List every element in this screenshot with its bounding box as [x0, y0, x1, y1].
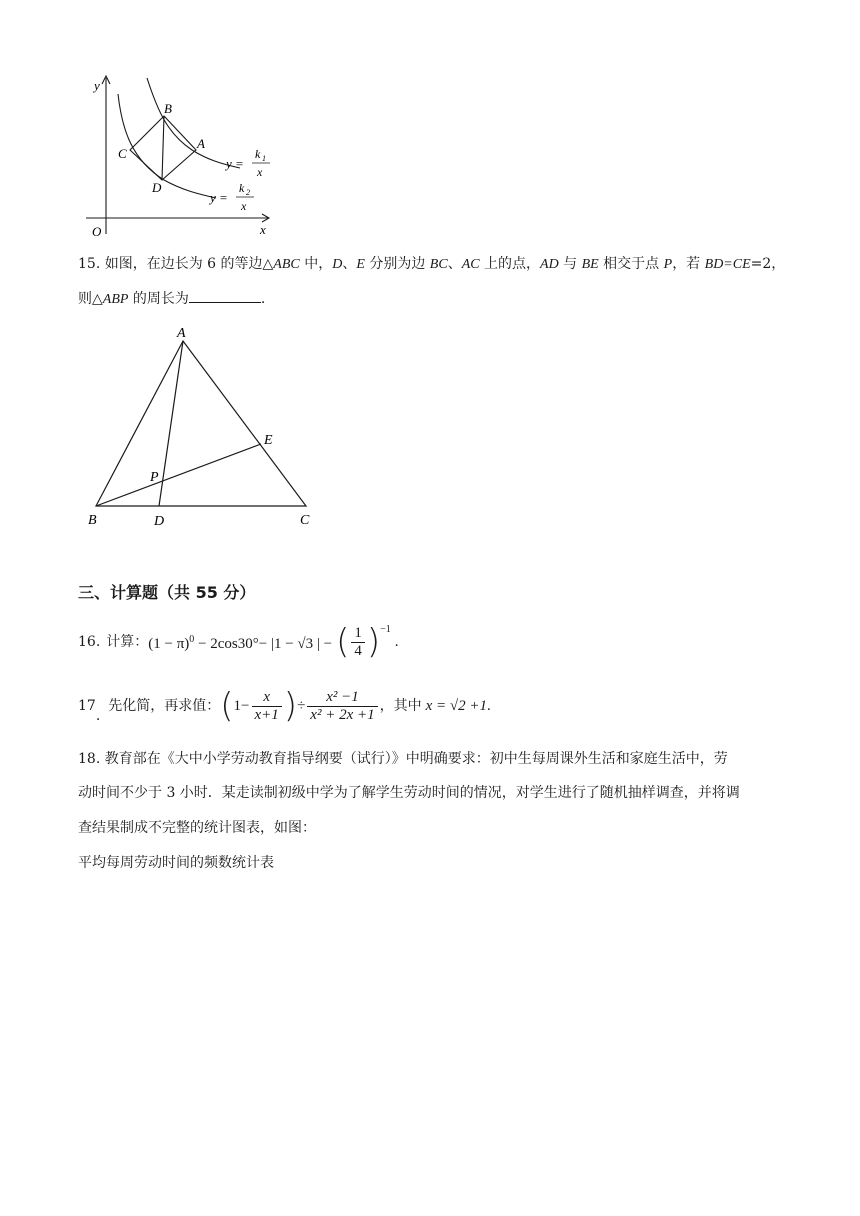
question-number: 17 [78, 698, 96, 714]
curve-k1-sub: 1 [262, 154, 266, 163]
point-d-label: D [152, 180, 162, 195]
curve-k1-k: k [255, 147, 261, 161]
point-c-label: C [300, 513, 310, 528]
question-18-line-3: 查结果制成不完整的统计图表，如图： [78, 820, 316, 836]
question-18-line-1: 18. 教育部在《大中小学劳动教育指导纲要（试行）》中明确要求：初中生每周课外生活和家庭生活中，劳 [78, 751, 728, 767]
fraction-one-quarter: $\frac{1}{4}$ [351, 625, 365, 660]
left-paren: ( [220, 686, 234, 726]
y-axis-label: y [94, 78, 100, 93]
curve-k2-eq: y = [210, 190, 228, 205]
curve-k2-den: x [241, 199, 247, 213]
fraction-x-over-x-plus-1: $\frac{x}{x+1}$ [252, 689, 282, 724]
curve-k1 [147, 78, 240, 168]
triangle-abc [96, 341, 306, 506]
question-16: 16. 计算： $(1 - \pi)^0 - 2\cos 30^\circ- |1 - √3$ | − ( $\frac{1}{4}$ ) −1 . [78, 622, 399, 662]
fraction-x2-minus-1: $\frac{\text{x² −1}}{\text{x² + 2x +1}}$ [307, 689, 377, 724]
point-a-label: A [177, 326, 186, 341]
x-axis-label: x [260, 222, 266, 237]
question-15-line-2: 则△ABP 的周长为 . [78, 287, 265, 310]
question-17: 17 . 先化简，再求值： ( 1− $\frac{x}{x+1}$ ) ÷ $\frac{\text{x² −1}}{\text{x² + 2x +1}}$ ，其中 x = √2 +1 . [78, 686, 491, 726]
figure-14-hyperbola-diagram [80, 72, 280, 240]
expression-part-1: $(1 - \pi)^0 - 2\cos 30^\circ- |1 - √3$ | − [148, 634, 333, 652]
question-number: 15. [78, 256, 101, 272]
question-18-line-2: 动时间不少于 3 小时．某走读制初级中学为了解学生劳动时间的情况，对学生进行了随机抽样调查，并将调 [78, 785, 740, 801]
point-a-label: A [197, 136, 205, 151]
exponent: −1 [380, 624, 391, 635]
segment-be [96, 444, 261, 506]
point-p-label: P [150, 470, 159, 485]
curve-k1-den: x [257, 165, 263, 179]
curve-k2-k: k [239, 181, 245, 195]
question-18-table-caption: 平均每周劳动时间的频数统计表 [78, 855, 274, 871]
right-paren: ) [366, 622, 381, 662]
left-paren: ( [336, 622, 350, 662]
point-b-label: B [88, 513, 97, 528]
question-number: 18. [78, 751, 101, 767]
question-number: 16. [78, 634, 101, 650]
answer-blank[interactable] [189, 287, 261, 303]
point-d-label: D [154, 514, 165, 529]
point-b-label: B [164, 101, 172, 116]
point-e-label: E [264, 433, 273, 448]
curve-k2-sub: 2 [246, 188, 250, 197]
curve-k1-eq: y = [226, 156, 244, 171]
point-c-label: C [118, 146, 127, 161]
diagonal-bd [162, 116, 164, 180]
section-3-title: 三、计算题（共 55 分） [78, 583, 256, 602]
question-15-line-1: 15. 如图，在边长为 6 的等边△ABC 中，D、E 分别为边 BC、AC 上的点，AD 与 BE 相交于点 P，若 BD=CE=2， [78, 256, 786, 272]
right-paren: ) [283, 686, 298, 726]
origin-label: O [92, 224, 102, 239]
figure-15-triangle-diagram [84, 322, 324, 532]
